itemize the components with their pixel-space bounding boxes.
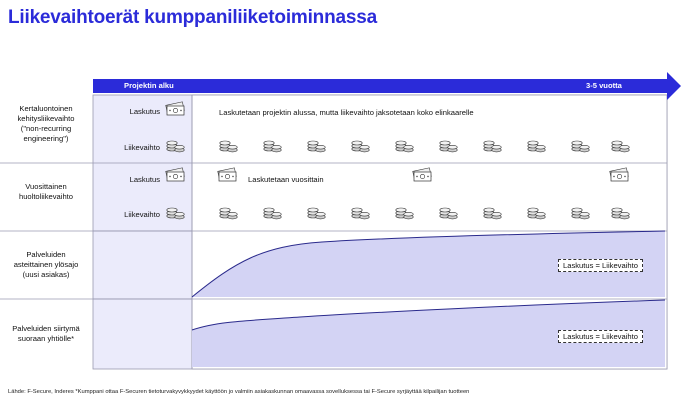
laskutus-label: Laskutus <box>129 107 160 116</box>
laskutus-equals-liikevaihto-box: Laskutus = Liikevaihto <box>558 330 643 343</box>
source-note: Lähde: F-Secure, Inderes *Kumppani ottaa F-Securen tietoturvakyvykkyydet käyttöön jo valmiin asiakaskunnan omaavassa sovelluksessa tai F-Secure syrjäyttää kilpailijan tuotteen <box>8 389 470 395</box>
nre-laskutus-text: Laskutetaan projektin alussa, mutta liikevaihto jaksotetaan koko elinkaarelle <box>219 108 474 117</box>
laskutus-equals-liikevaihto-box: Laskutus = Liikevaihto <box>558 259 643 272</box>
timeline-start-label: Projektin alku <box>124 81 174 90</box>
liikevaihto-label: Liikevaihto <box>124 143 160 152</box>
maintenance-laskutus-text: Laskutetaan vuosittain <box>248 175 324 184</box>
row-label-transfer: Palveluiden siirtymä suoraan yhtiölle* <box>12 324 80 343</box>
row-label-nre: Kertaluontoinen kehitysliikevaihto ("non-recurring engineering") <box>17 104 75 143</box>
row-label-maintenance: Vuosittainen huoltoliikevaihto <box>18 182 74 201</box>
laskutus-label: Laskutus <box>129 175 160 184</box>
timeline-end-label: 3-5 vuotta <box>586 81 622 90</box>
row-label-rampup: Palveluiden asteittainen ylösajo (uusi asiakas) <box>13 250 79 279</box>
page-title: Liikevaihtoerät kumppaniliiketoiminnassa <box>8 7 377 28</box>
liikevaihto-label: Liikevaihto <box>124 210 160 219</box>
